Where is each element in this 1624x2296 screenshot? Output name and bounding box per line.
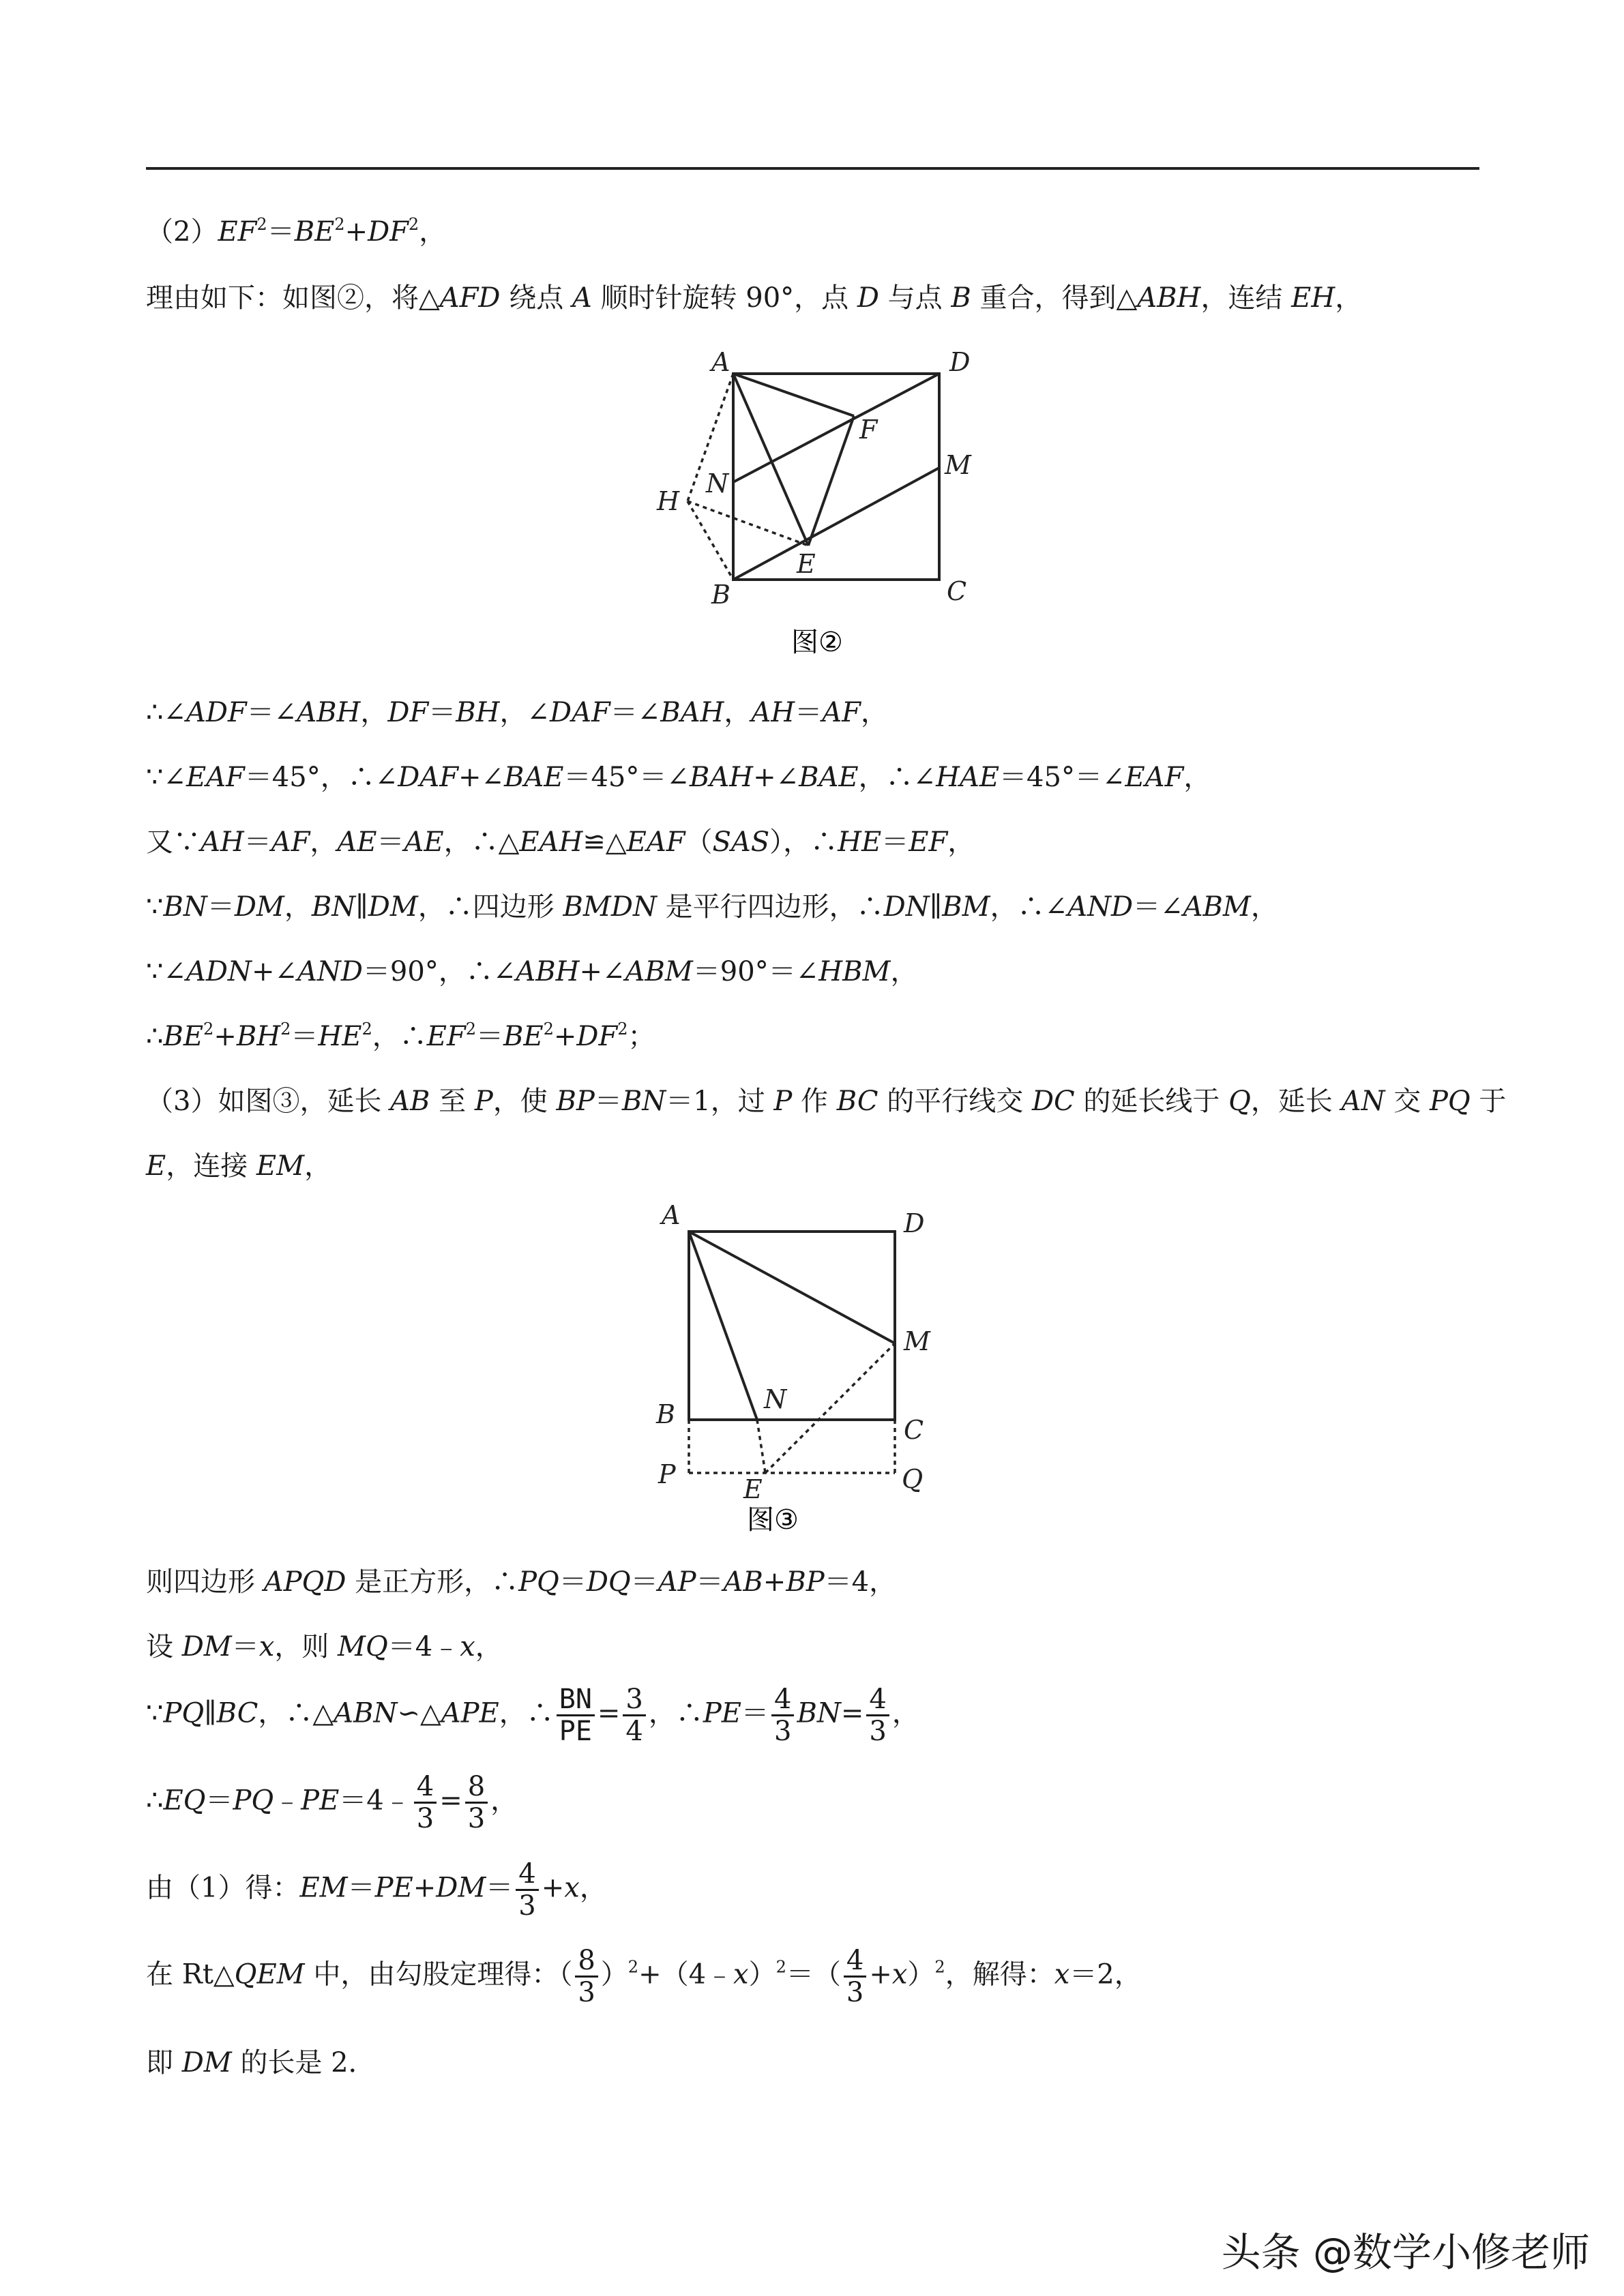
fig3-label-D: D: [904, 1208, 925, 1238]
watermark: 头条 @数学小修老师: [1221, 2229, 1590, 2276]
fig2-caption: 图②: [791, 627, 843, 658]
part3-line-4: 设 DM＝x，则 MQ＝4﹣x，: [146, 1631, 503, 1663]
fig2-label-F: F: [859, 415, 878, 445]
step-line-6: $\therefore BE^2+BH^2=HE^2$，$\therefore EF^2=BE^2+DF^2$；: [146, 1019, 655, 1052]
part3-line-3: 则四边形 APQD 是正方形，∴PQ＝DQ＝AP＝AB+BP＝4，: [146, 1566, 897, 1598]
step-line-2: ∵∠EAF＝45°，∴∠DAF+∠BAE＝45°＝∠BAH+∠BAE，∴∠HAE＝45°＝∠EAF，: [146, 762, 1211, 793]
fig3-segment-AN: [689, 1232, 757, 1420]
figure-2-diagram: [641, 341, 996, 668]
fig2-label-E: E: [797, 549, 816, 579]
part3-line-2: E，连接 EM，: [146, 1150, 332, 1182]
fraction-8-3: $\frac{8}{3}$: [465, 1772, 488, 1834]
solution-part2-title: $(2)EF^2=BE^2+DF^2$，: [146, 215, 447, 248]
step-line-1: ∴∠ADF＝∠ABH，DF＝BH，∠DAF＝∠BAH，AH＝AF，: [146, 697, 888, 728]
figure-3: [641, 1193, 996, 1548]
fig3-dashed-NE: [757, 1420, 765, 1473]
fraction-bn-pe: $\frac{BN}{PE}$: [557, 1684, 595, 1746]
fig2-label-A: A: [711, 347, 730, 377]
fig3-label-M: M: [904, 1326, 930, 1356]
fig3-label-P: P: [658, 1459, 676, 1489]
fraction-3-4: $\frac{3}{4}$: [623, 1684, 645, 1746]
fraction-4-3: $\frac{4}{3}$: [516, 1859, 538, 1921]
step-line-3: 又∵AH＝AF，AE＝AE，∴△EAH≌△EAF（SAS），∴HE＝EF，: [146, 826, 975, 858]
fig2-segment-BM: [733, 468, 939, 580]
fig2-label-B: B: [711, 580, 730, 610]
fig3-label-B: B: [656, 1399, 675, 1429]
fraction-8-3: $\frac{8}{3}$: [575, 1945, 597, 2008]
reason-line: 理由如下：如图②，将△AFD 绕点 A 顺时针旋转 90°，点 D 与点 B 重合，得到△ABH，连结 EH，: [146, 282, 1363, 314]
fig2-label-H: H: [657, 486, 680, 516]
fraction-4-3: $\frac{4}{3}$: [771, 1684, 794, 1746]
fraction-4-3: $\frac{4}{3}$: [844, 1945, 866, 2008]
fig2-dashed-HB: [688, 501, 733, 580]
fig2-segment-AE: [733, 374, 808, 546]
fraction-4-3: $\frac{4}{3}$: [866, 1684, 889, 1746]
fig3-label-N: N: [764, 1384, 787, 1414]
header-rule: [146, 167, 1479, 170]
part3-line-8: 在 Rt△QEM 中，由勾股定理得：（ $\frac{8}{3}$ ）$^2$+（4﹣x）$^2$＝（ $\frac{4}{3}$ +x）$^2$，解得：x＝2，: [146, 1945, 1142, 2008]
part3-line-1: （3）如图③，延长 AB 至 P，使 BP＝BN＝1，过 P 作 BC 的平行线交 DC 的延长线于 Q，延长 AN 交 PQ 于: [146, 1086, 1507, 1117]
fig2-label-M: M: [945, 450, 971, 480]
step-line-5: ∵∠ADN+∠AND＝90°，∴∠ABH+∠ABM＝90°＝∠HBM，: [146, 956, 918, 987]
fig3-label-Q: Q: [902, 1464, 924, 1494]
part3-line-7: 由（1）得：EM＝PE+DM＝ $\frac{4}{3}$ +x，: [146, 1858, 607, 1922]
fig2-dashed-HE: [688, 501, 808, 546]
fig3-label-A: A: [662, 1200, 681, 1230]
step-line-4: ∵BN＝DM，BN∥DM，∴四边形 BMDN 是平行四边形，∴DN∥BM，∴∠AND＝∠ABM，: [146, 891, 1278, 923]
fig2-label-N: N: [706, 468, 729, 498]
fig3-label-E: E: [743, 1474, 763, 1504]
fraction-4-3: $\frac{4}{3}$: [414, 1772, 437, 1834]
fig3-segment-AM: [689, 1232, 895, 1343]
fig3-label-C: C: [904, 1415, 924, 1445]
fig2-label-C: C: [947, 576, 967, 606]
fig2-label-D: D: [949, 347, 971, 377]
fig2-segment-AF: [733, 374, 854, 416]
part3-line-6: ∴EQ＝PQ﹣PE＝4﹣ $\frac{4}{3}$ = $\frac{8}{3}$ ，: [146, 1771, 518, 1834]
part3-line-5: ∵PQ∥BC，∴△ABN∽△APE，∴ $\frac{BN}{PE}$ = $\frac{3}{4}$ ，∴PE＝ $\frac{4}{3}$ BN= $\frac{4}{3}$ ，: [146, 1684, 919, 1747]
figure-2: [641, 341, 996, 668]
fig2-square: [733, 374, 939, 580]
part3-conclusion: 即 DM 的长是 2．: [146, 2047, 376, 2078]
fig3-caption: 图③: [747, 1504, 799, 1536]
figure-3-diagram: [641, 1193, 996, 1548]
